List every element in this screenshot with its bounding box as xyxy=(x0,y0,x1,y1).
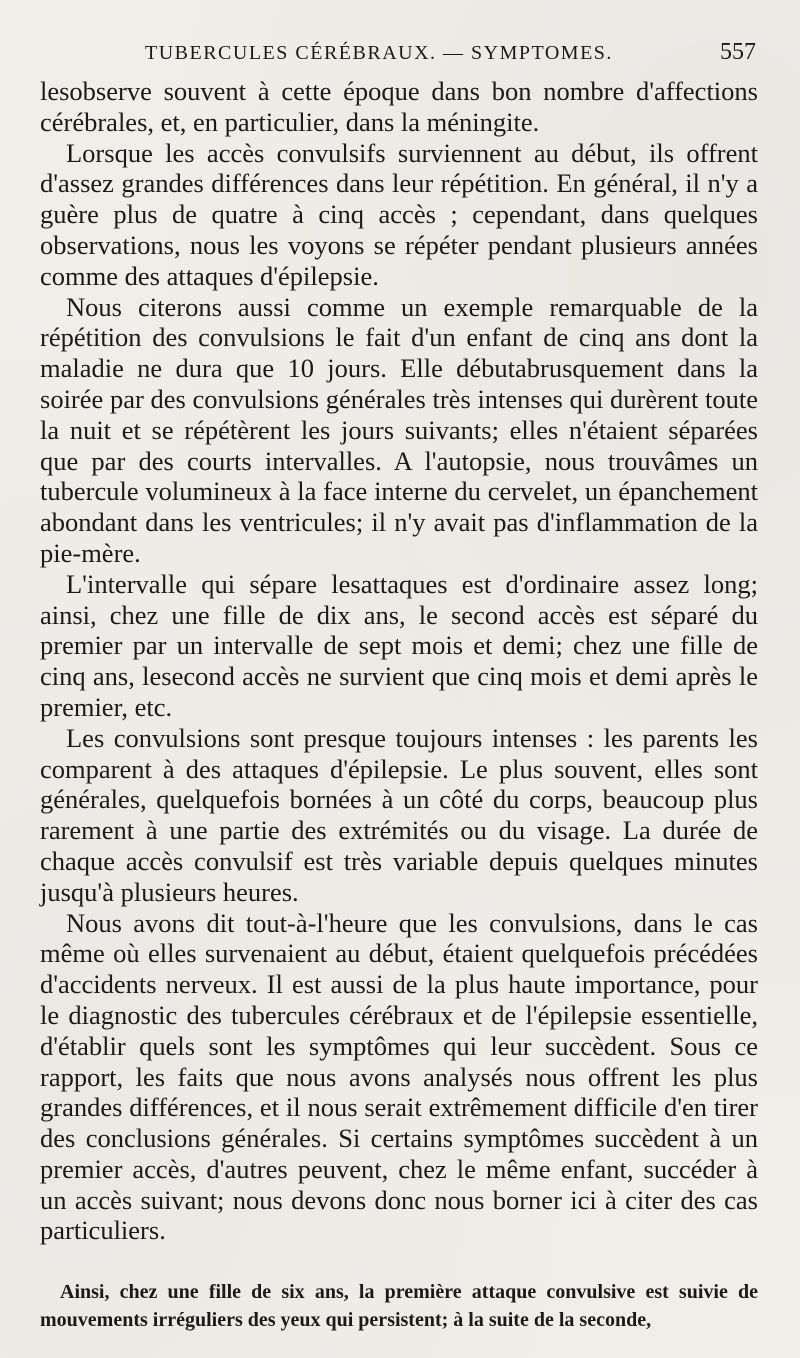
paragraph-continuation: lesobserve souvent à cette époque dans bon nombre d'affections cérébrales, et, en particulier, dans la méningite. xyxy=(40,76,758,137)
running-title: TUBERCULES CÉRÉBRAUX. — SYMPTOMES. xyxy=(145,42,613,64)
body-text xyxy=(40,76,758,1246)
paragraph: Nous avons dit tout-à-l'heure que les convulsions, dans le cas même où elles survenaient au début, étaient quelquefois précédées d'accidents nerveux. Il est aussi de la plus haute importance, pour le diagnostic des tubercules cérébraux et de l'épilepsie essentielle, d'établir quels sont les symptômes qui leur succèdent. Sous ce rapport, les faits que nous avons analysés nous offrent les plus grandes différences, et il nous serait extrêmement difficile d'en tirer des conclusions générales. Si certains symptômes succèdent à un premier accès, d'autres peuvent, chez le même enfant, succéder à un accès suivant; nous devons donc nous borner ici à citer des cas particuliers. xyxy=(40,907,758,1246)
footnote: Ainsi, chez une fille de six ans, la première attaque convulsive est suivie de mouvements irréguliers des yeux qui persistent; à la suite de la seconde, xyxy=(40,1281,758,1332)
paragraph: Lorsque les accès convulsifs surviennent au début, ils offrent d'assez grandes différences dans leur répétition. En général, il n'y a guère plus de quatre à cinq accès ; cependant, dans quelques observations, nous les voyons se répéter pendant plusieurs années comme des attaques d'épilepsie. xyxy=(40,137,758,291)
page-number: 557 xyxy=(720,39,756,65)
paragraph: Les convulsions sont presque toujours intenses : les parents les comparent à des attaques d'épilepsie. Le plus souvent, elles sont générales, quelquefois bornées à un côté du corps, beaucoup plus rarement à une partie des extrémités ou du visage. La durée de chaque accès convulsif est très variable depuis quelques minutes jusqu'à plusieurs heures. xyxy=(40,722,758,907)
paragraph: Nous citerons aussi comme un exemple remarquable de la répétition des convulsions le fait d'un enfant de cinq ans dont la maladie ne dura que 10 jours. Elle débutabrusquement dans la soirée par des convulsions générales très intenses qui durèrent toute la nuit et se répétèrent les jours suivants; elles n'étaient séparées que par des courts intervalles. A l'autopsie, nous trouvâmes un tubercule volumineux à la face interne du cervelet, un épanchement abondant dans les ventricules; il n'y avait pas d'inflammation de la pie-mère. xyxy=(40,291,758,568)
paragraph: L'intervalle qui sépare lesattaques est d'ordinaire assez long; ainsi, chez une fille de dix ans, le second accès est séparé du premier par un intervalle de sept mois et demi; chez une fille de cinq ans, lesecond accès ne survient que cinq mois et demi après le premier, etc. xyxy=(40,568,758,722)
running-head xyxy=(40,34,758,74)
